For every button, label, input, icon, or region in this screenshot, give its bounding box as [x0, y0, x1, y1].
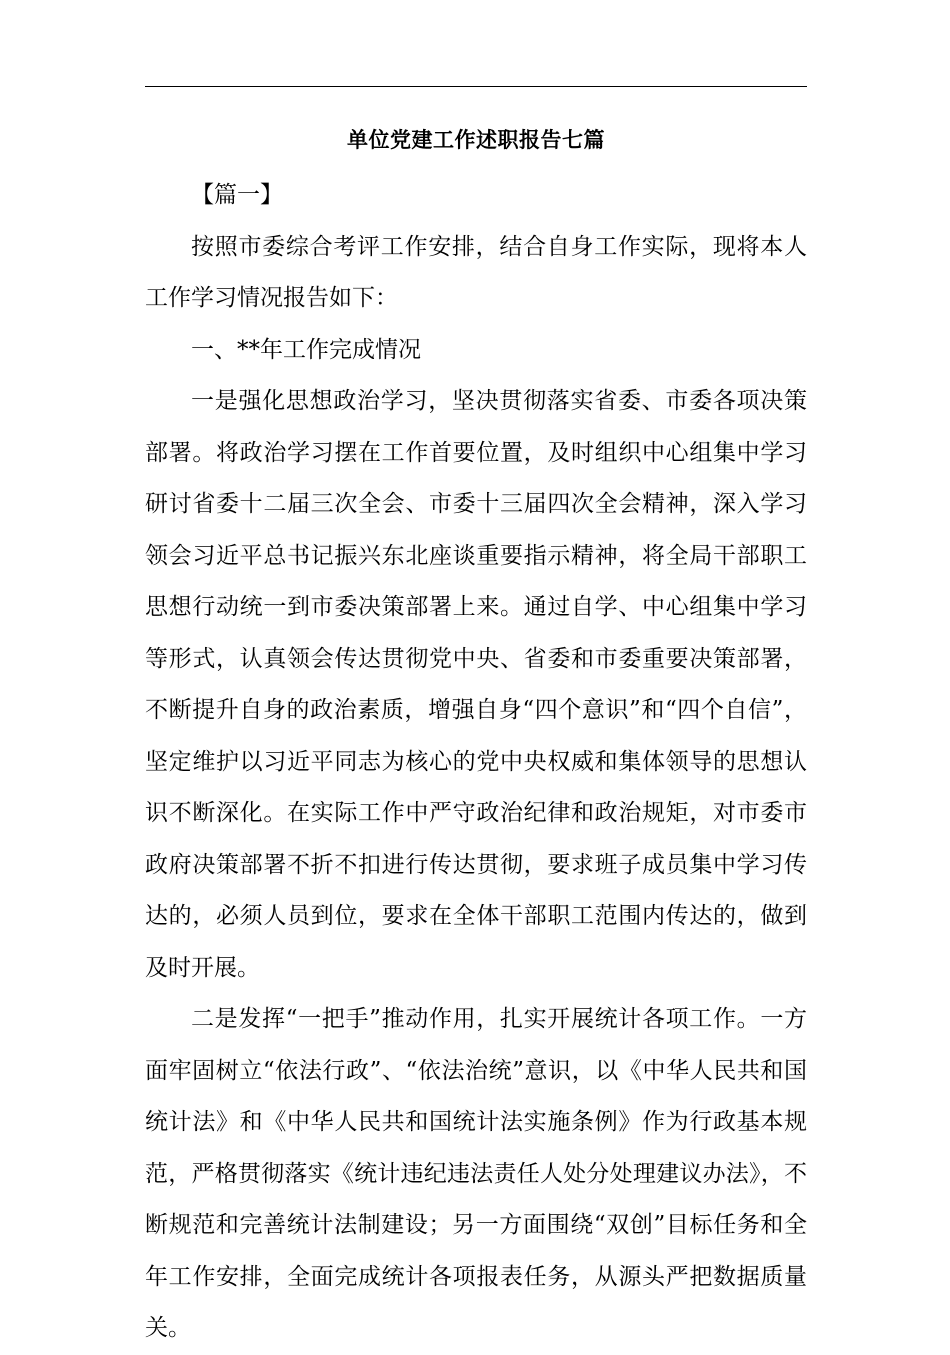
header-rule	[145, 86, 807, 87]
subheading: 一、**年工作完成情况	[191, 336, 421, 363]
paragraph-2: 二是发挥“一把手”推动作用，扎实开展统计各项工作。一方面牢固树立“依法行政”、“依法治统”意识，以《中华人民共和国统计法》和《中华人民共和国统计法实施条例》作为行政基本规范，严格贯彻落实《统计违纪违法责任人处分处理建议办法》，不断规范和完善统计法制建设；另一方面围绕“双创”目标任务和全年工作安排，全面完成统计各项报表任务，从源头严把数据质量关。	[145, 1006, 807, 1341]
document-title: 单位党建工作述职报告七篇	[347, 127, 605, 152]
document-body	[145, 170, 807, 1355]
paragraph-1: 一是强化思想政治学习，坚决贯彻落实省委、市委各项决策部署。将政治学习摆在工作首要位置，及时组织中心组集中学习研讨省委十二届三次全会、市委十三届四次全会精神，深入学习领会习近平总书记振兴东北座谈重要指示精神，将全局干部职工思想行动统一到市委决策部署上来。通过自学、中心组集中学习等形式，认真领会传达贯彻党中央、省委和市委重要决策部署，不断提升自身的政治素质，增强自身“四个意识”和“四个自信”，坚定维护以习近平同志为核心的党中央权威和集体领导的思想认识不断深化。在实际工作中严守政治纪律和政治规矩，对市委市政府决策部署不折不扣进行传达贯彻，要求班子成员集中学习传达的，必须人员到位，要求在全体干部职工范围内传达的，做到及时开展。	[145, 388, 807, 981]
section-heading: 【篇一】	[191, 182, 283, 208]
paragraph-intro: 按照市委综合考评工作安排，结合自身工作实际，现将本人工作学习情况报告如下：	[145, 233, 807, 311]
